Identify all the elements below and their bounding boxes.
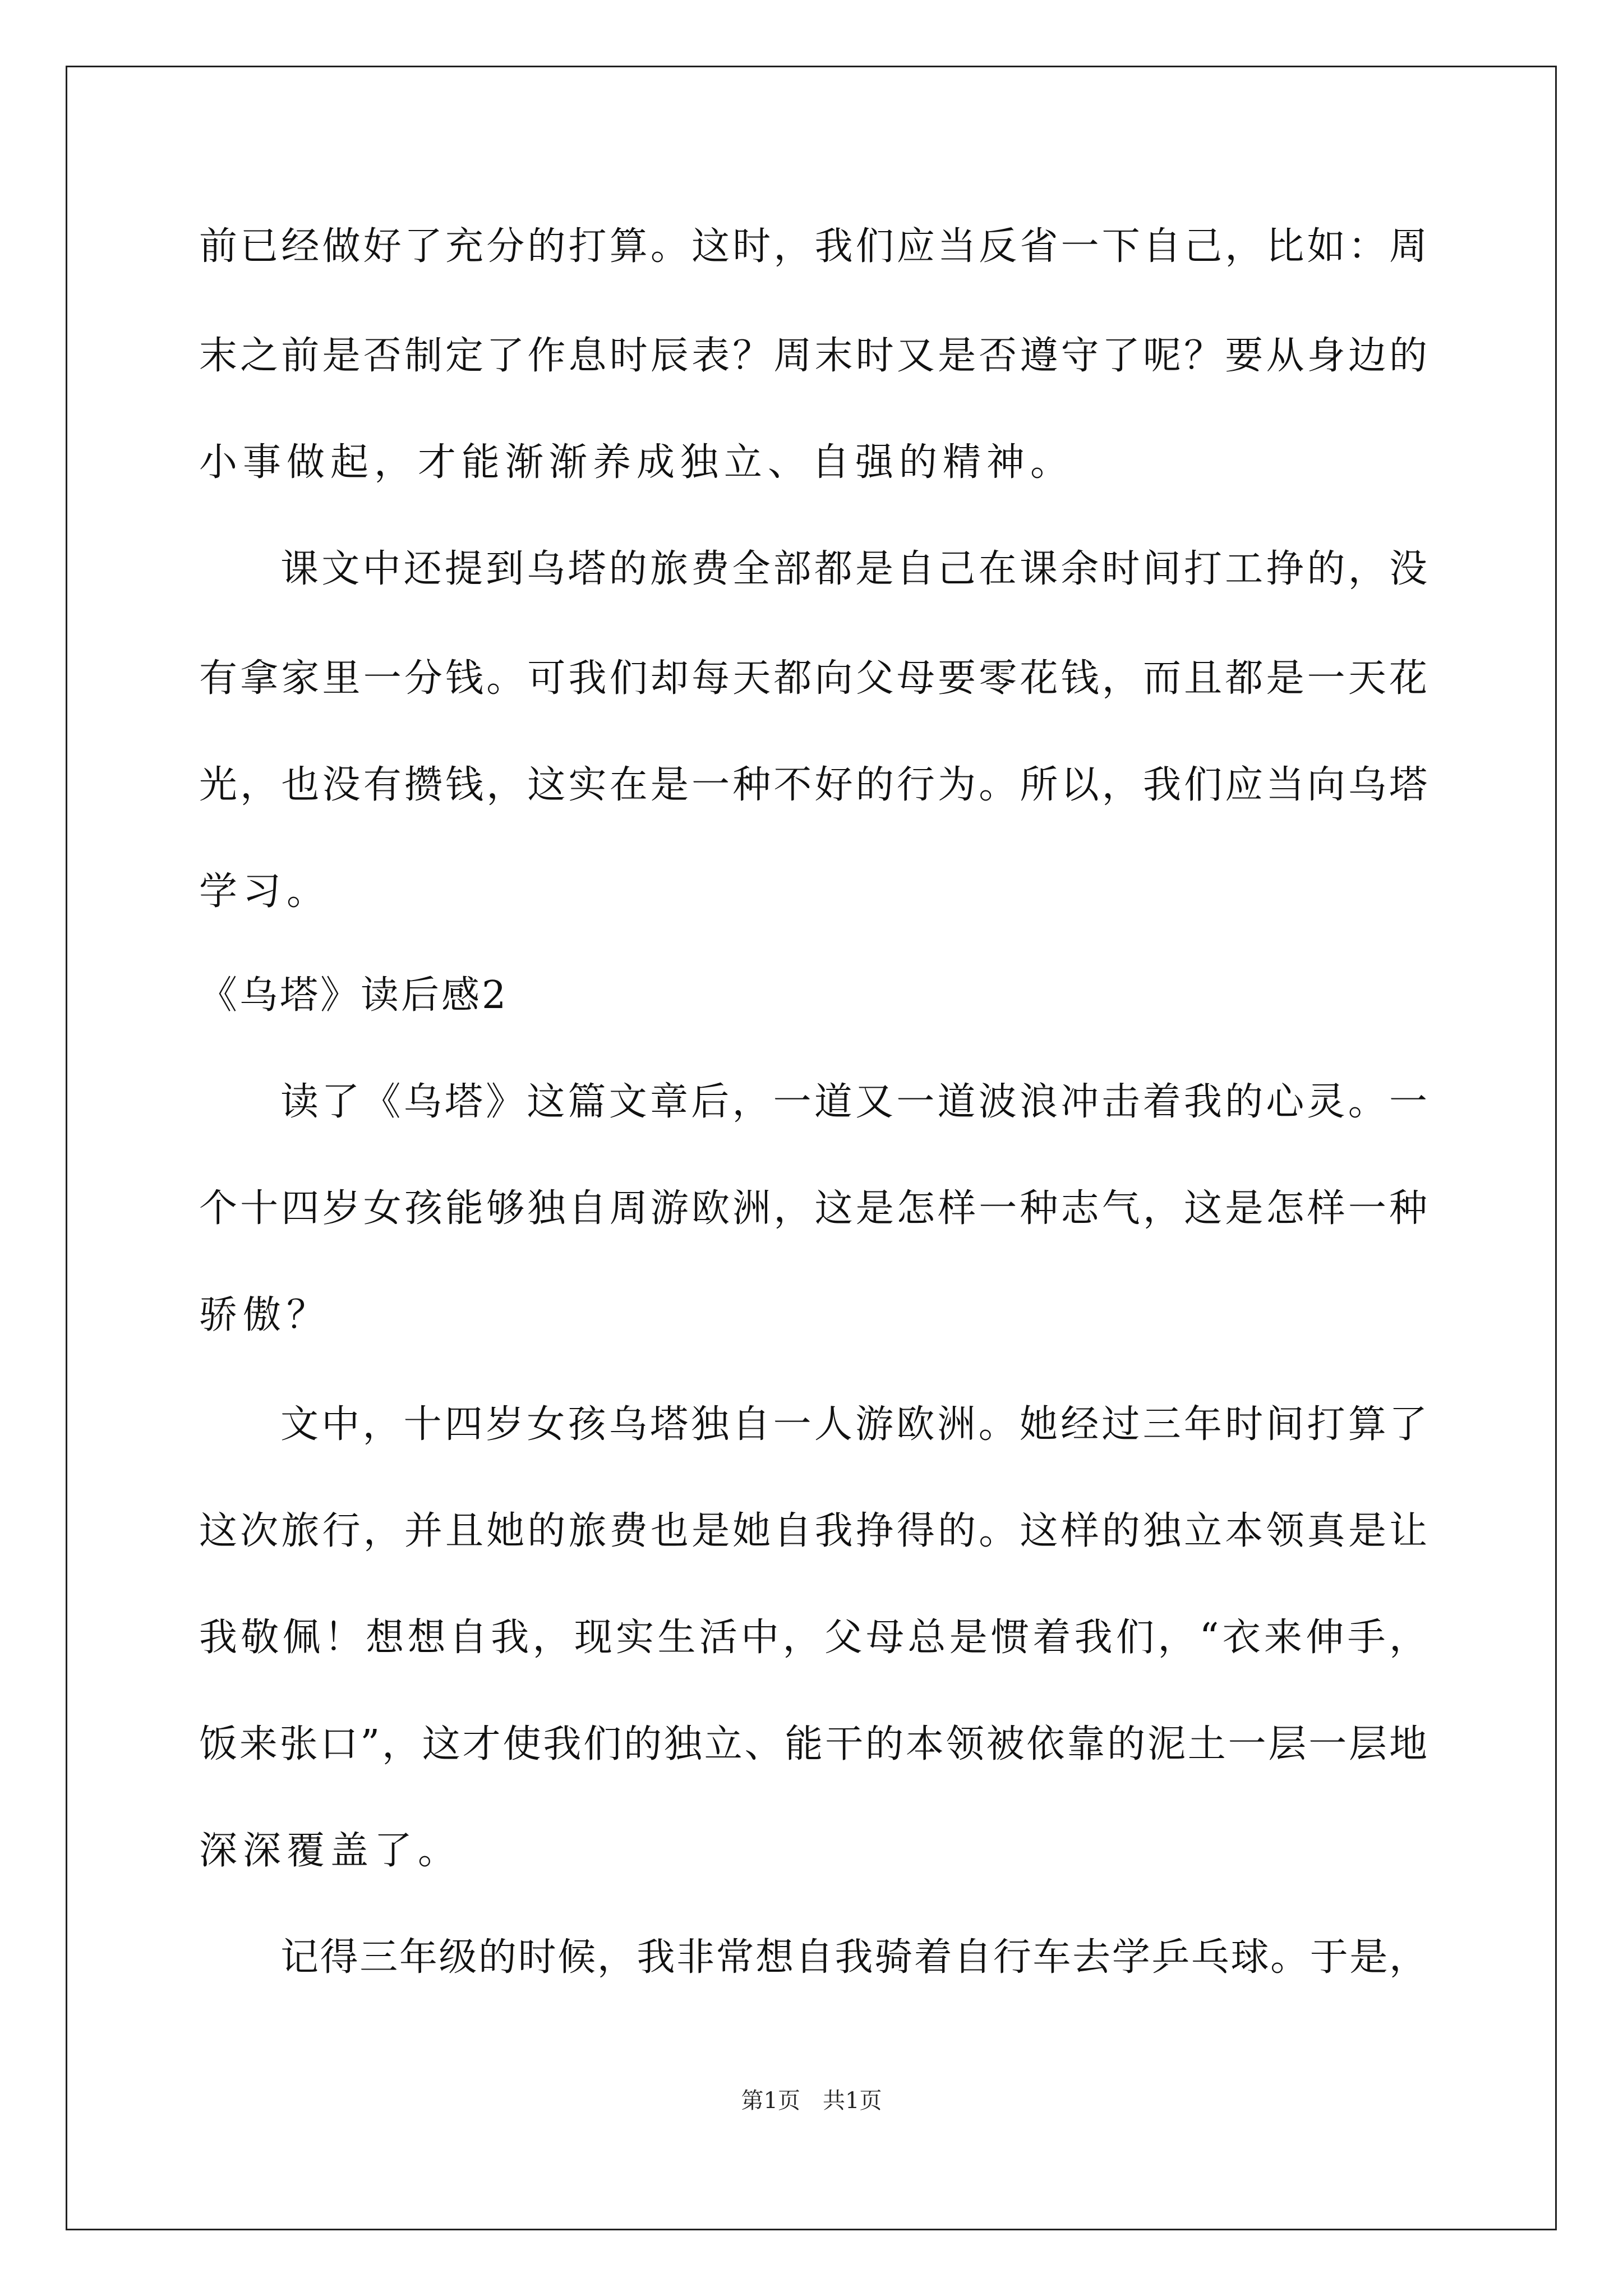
paragraph-first-line: 文中，十四岁女孩乌塔独自一人游欧洲。她经过三年时间打算了 [280,1402,1427,1447]
paragraph-first-line: 课文中还提到乌塔的旅费全部都是自己在课余时间打工挣的，没 [280,547,1427,591]
page-number-footer: 第1页 共1页 [741,2088,882,2114]
text-line: 我敬佩！想想自我，现实生活中，父母总是惯着我们，“衣来伸手， [199,1616,1427,1660]
section-heading: 《乌塔》读后感2 [199,973,509,1018]
text-line: 饭来张口”，这才使我们的独立、能干的本领被依靠的泥土一层一层地 [199,1722,1427,1766]
text-line: 有拿家里一分钱。可我们却每天都向父母要零花钱，而且都是一天花 [199,656,1427,701]
text-line: 个十四岁女孩能够独自周游欧洲，这是怎样一种志气，这是怎样一种 [199,1186,1427,1231]
paragraph-first-line: 记得三年级的时候，我非常想自我骑着自行车去学乒乓球。于是， [280,1935,1427,1980]
text-line: 光，也没有攒钱，这实在是一种不好的行为。所以，我们应当向乌塔 [199,763,1427,807]
text-line: 前已经做好了充分的打算。这时，我们应当反省一下自己，比如：周 [199,224,1427,269]
text-line: 这次旅行，并且她的旅费也是她自我挣得的。这样的独立本领真是让 [199,1509,1427,1553]
text-line: 学习。 [199,869,331,914]
text-line: 末之前是否制定了作息时辰表？周末时又是否遵守了呢？要从身边的 [199,334,1427,378]
page-border [66,66,1557,2230]
text-line: 深深覆盖了。 [199,1829,462,1873]
paragraph-first-line: 读了《乌塔》这篇文章后，一道又一道波浪冲击着我的心灵。一 [280,1080,1427,1124]
text-line: 骄傲？ [199,1293,331,1337]
text-line: 小事做起，才能渐渐养成独立、自强的精神。 [199,440,1075,485]
